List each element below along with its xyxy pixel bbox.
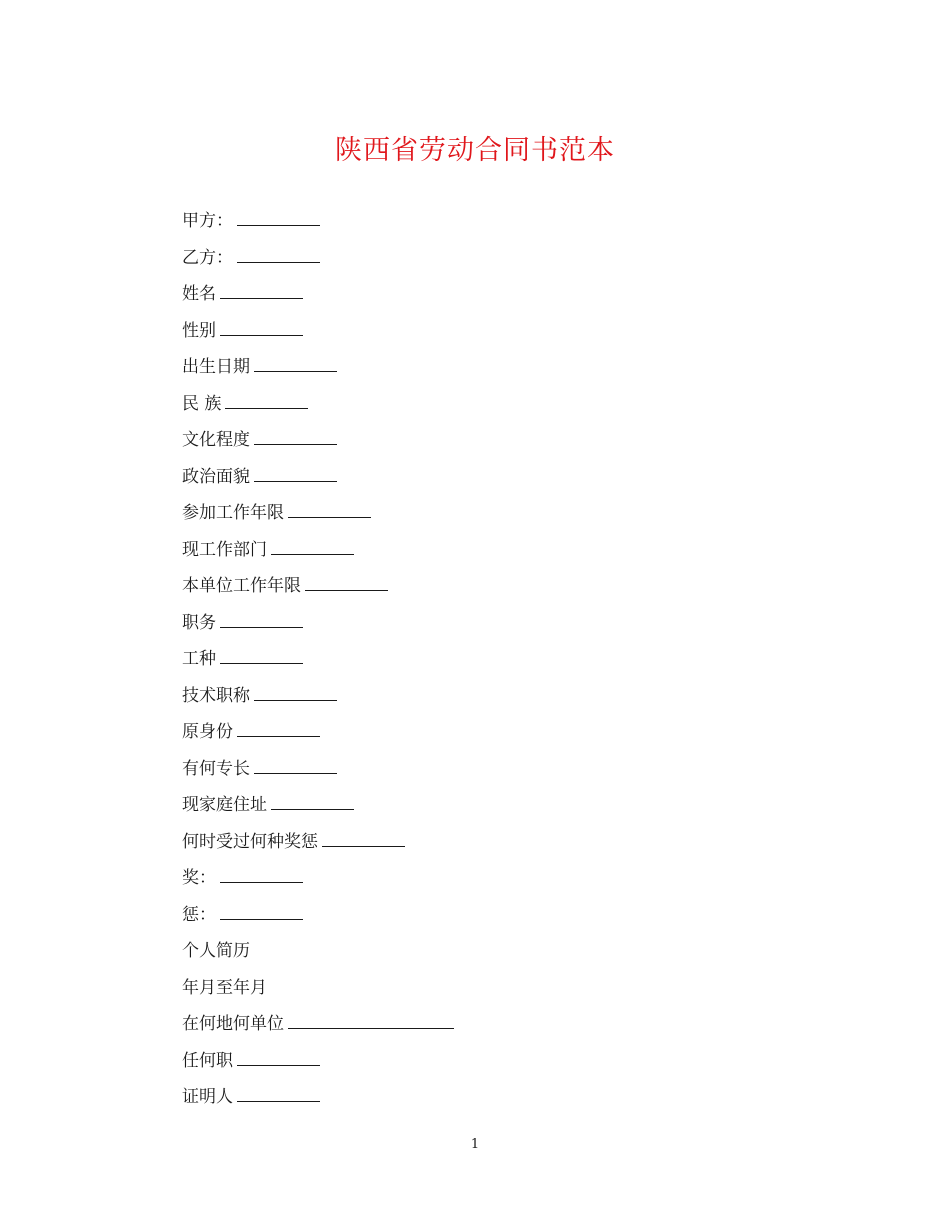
field-label: 有何专长 [182,758,250,779]
field-label: 性别 [182,320,216,341]
form-field-row [182,863,882,900]
form-field-row [182,352,882,389]
field-label: 工种 [182,649,216,669]
document-title: 陕西省劳动合同书范本 [335,135,615,166]
form-field-row [182,1009,882,1046]
fill-in-blank-line[interactable] [254,462,337,482]
fill-in-blank-line[interactable] [254,754,337,774]
field-label: 民 族 [182,393,222,414]
field-label: 个人简历 [182,941,250,961]
form-field-row [182,462,882,499]
field-label: 本单位工作年限 [182,576,301,596]
form-field-row [182,571,882,608]
form-field-row [182,717,882,754]
form-field-list [182,206,882,1119]
field-label: 惩： [182,904,216,925]
fill-in-blank-line[interactable] [288,1009,454,1029]
page-number: 1 [470,1137,480,1152]
field-label: 技术职称 [182,685,250,706]
fill-in-blank-line[interactable] [220,900,303,920]
form-field-row [182,973,882,1010]
form-field-row [182,498,882,535]
fill-in-blank-line[interactable] [288,498,371,518]
field-label: 任何职 [182,1050,233,1071]
fill-in-blank-line[interactable] [237,243,320,263]
field-label: 文化程度 [182,430,250,450]
field-label: 年月至年月 [182,977,267,998]
form-field-row [182,535,882,572]
fill-in-blank-line[interactable] [254,681,337,701]
fill-in-blank-line[interactable] [220,279,303,299]
fill-in-blank-line[interactable] [271,535,354,555]
form-field-row [182,206,882,243]
field-label: 原身份 [182,722,233,742]
fill-in-blank-line[interactable] [220,608,303,628]
form-field-row [182,608,882,645]
fill-in-blank-line[interactable] [271,790,354,810]
field-label: 现家庭住址 [182,795,267,815]
field-label: 证明人 [182,1087,233,1107]
form-field-row [182,936,882,973]
field-label: 职务 [182,612,216,633]
fill-in-blank-line[interactable] [220,863,303,883]
field-label: 甲方： [182,211,233,231]
fill-in-blank-line[interactable] [254,352,337,372]
form-field-row [182,1082,882,1119]
form-field-row [182,425,882,462]
fill-in-blank-line[interactable] [305,571,388,591]
fill-in-blank-line[interactable] [237,717,320,737]
fill-in-blank-line[interactable] [237,1082,320,1102]
fill-in-blank-line[interactable] [220,644,303,664]
fill-in-blank-line[interactable] [220,316,303,336]
field-label: 现工作部门 [182,539,267,560]
field-label: 乙方： [182,247,233,268]
form-field-row [182,279,882,316]
field-label: 姓名 [182,284,216,304]
field-label: 何时受过何种奖惩 [182,831,318,852]
fill-in-blank-line[interactable] [225,389,308,409]
field-label: 在何地何单位 [182,1014,284,1034]
form-field-row [182,900,882,937]
field-label: 出生日期 [182,357,250,377]
form-field-row [182,389,882,426]
field-label: 政治面貌 [182,466,250,487]
form-field-row [182,1046,882,1083]
fill-in-blank-line[interactable] [254,425,337,445]
form-field-row [182,644,882,681]
form-field-row [182,754,882,791]
form-field-row [182,681,882,718]
fill-in-blank-line[interactable] [237,206,320,226]
form-field-row [182,243,882,280]
field-label: 参加工作年限 [182,503,284,523]
field-label: 奖： [182,868,216,888]
form-field-row [182,316,882,353]
form-field-row [182,790,882,827]
form-field-row [182,827,882,864]
fill-in-blank-line[interactable] [322,827,405,847]
fill-in-blank-line[interactable] [237,1046,320,1066]
